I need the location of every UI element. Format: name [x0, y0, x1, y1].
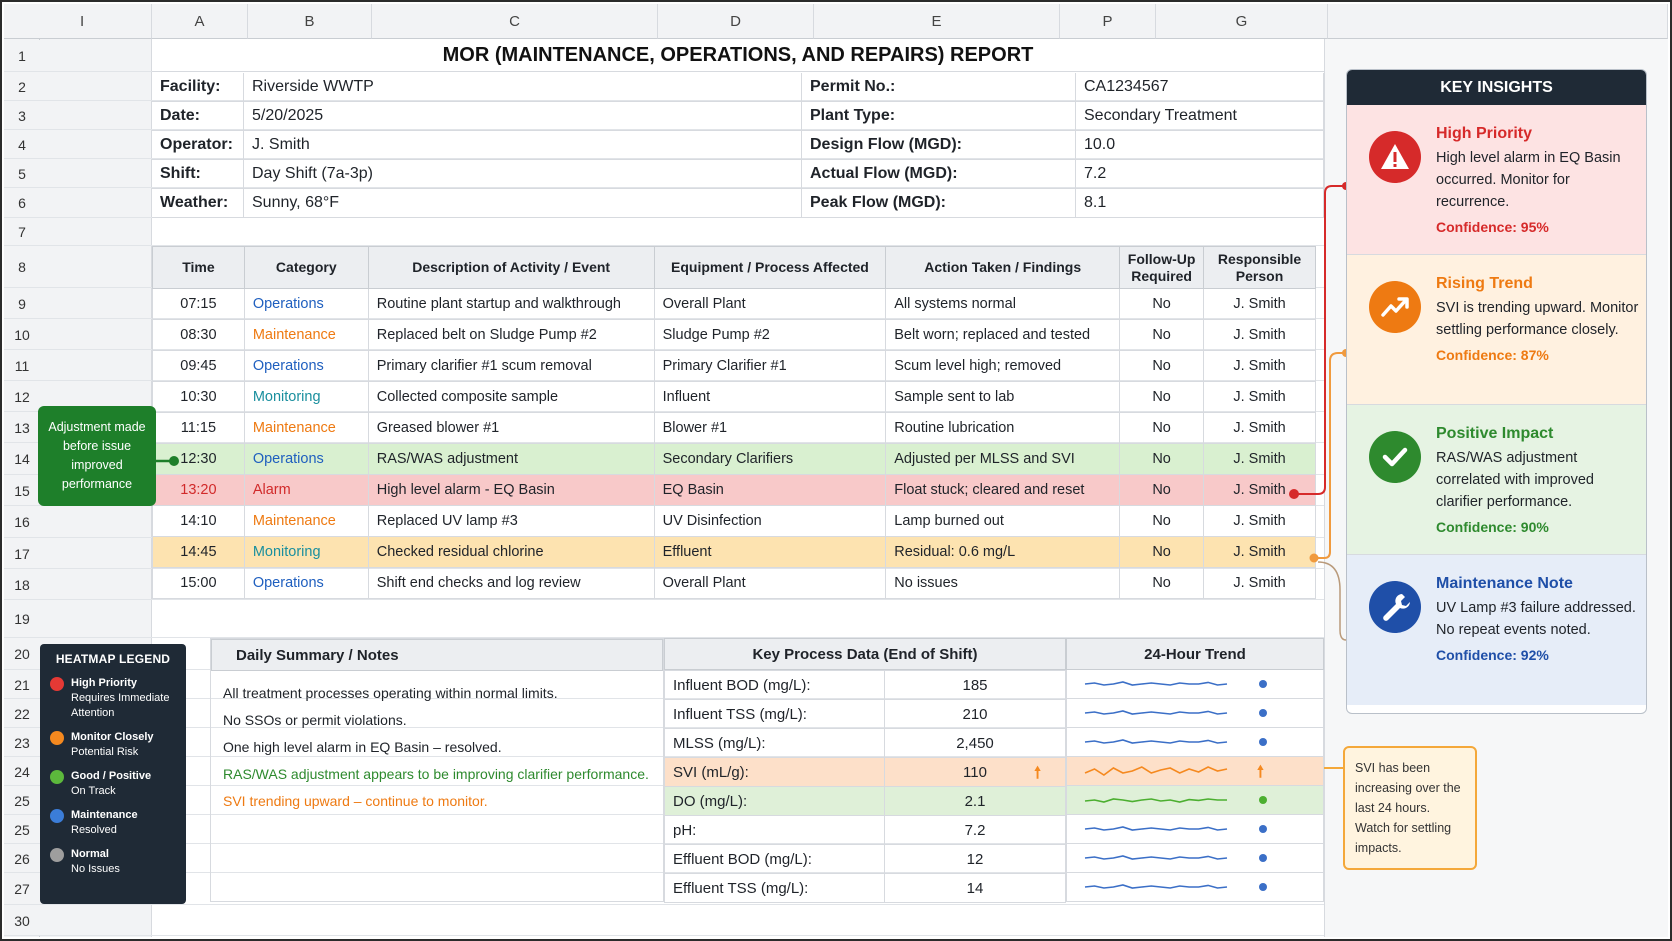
- log-category[interactable]: Monitoring: [244, 382, 368, 413]
- report-title: MOR (MAINTENANCE, OPERATIONS, AND REPAIRS) REPORT: [152, 40, 1324, 72]
- log-category[interactable]: Maintenance: [244, 506, 368, 537]
- insight-confidence: Confidence: 87%: [1436, 347, 1549, 363]
- log-person[interactable]: J. Smith: [1204, 351, 1316, 382]
- legend-item: [50, 769, 176, 799]
- trend-status-dot: [1259, 825, 1267, 833]
- log-follow-up[interactable]: No: [1120, 537, 1204, 568]
- log-category[interactable]: Alarm: [244, 475, 368, 506]
- column-header[interactable]: B: [248, 4, 372, 39]
- process-param-name: SVI (mL/g):: [665, 758, 885, 787]
- log-equipment[interactable]: Sludge Pump #2: [654, 320, 886, 351]
- chlorine-connector: [1318, 353, 1346, 558]
- log-column-header[interactable]: Follow-Up Required: [1120, 247, 1204, 289]
- log-follow-up[interactable]: No: [1120, 506, 1204, 537]
- legend-text: [71, 730, 154, 760]
- adjustment-connector-dot: [169, 456, 179, 466]
- sparkline-chart: [1067, 728, 1323, 756]
- insight-card[interactable]: [1347, 255, 1646, 405]
- sparkline: [1085, 682, 1227, 685]
- log-follow-up[interactable]: No: [1120, 475, 1204, 506]
- row-header[interactable]: 7: [4, 218, 40, 246]
- log-description[interactable]: Replaced UV lamp #3: [368, 506, 654, 537]
- process-data-row[interactable]: [665, 700, 1066, 729]
- process-data-row[interactable]: [665, 671, 1066, 700]
- log-time[interactable]: 09:45: [153, 351, 245, 382]
- row-header[interactable]: 13: [4, 412, 40, 443]
- sparkline-chart: [1067, 786, 1323, 814]
- summary-line[interactable]: All treatment processes operating within normal limits.: [223, 684, 558, 701]
- log-column-header[interactable]: Equipment / Process Affected: [654, 247, 886, 289]
- process-param-name: pH:: [665, 816, 885, 845]
- info-label[interactable]: Shift:: [152, 160, 244, 189]
- log-action[interactable]: Routine lubrication: [886, 413, 1120, 444]
- insight-card[interactable]: [1347, 105, 1646, 255]
- process-param-cell[interactable]: [885, 874, 1066, 903]
- trend-status-dot: [1259, 854, 1267, 862]
- row-header[interactable]: 1: [4, 40, 40, 72]
- log-time[interactable]: 10:30: [153, 382, 245, 413]
- row-header[interactable]: 27: [4, 873, 40, 905]
- insight-text: [1436, 275, 1641, 363]
- log-action[interactable]: No issues: [886, 568, 1120, 599]
- log-equipment[interactable]: Overall Plant: [654, 568, 886, 599]
- insight-text: [1436, 575, 1641, 663]
- info-label[interactable]: Plant Type:: [802, 102, 1076, 131]
- legend-dot-icon: [50, 677, 64, 691]
- info-label[interactable]: Permit No.:: [802, 73, 1076, 102]
- legend-dot-icon: [50, 848, 64, 862]
- legend-text: [71, 769, 151, 799]
- trend-row[interactable]: [1066, 786, 1324, 815]
- process-param-name: Effluent TSS (mg/L):: [665, 874, 885, 903]
- insight-body: SVI is trending upward. Monitor settling performance closely.: [1436, 300, 1639, 338]
- log-follow-up[interactable]: No: [1120, 568, 1204, 599]
- log-follow-up[interactable]: No: [1120, 413, 1204, 444]
- insight-title: Rising Trend: [1436, 275, 1533, 292]
- row-header[interactable]: 16: [4, 506, 40, 538]
- insight-title: High Priority: [1436, 125, 1533, 142]
- summary-line[interactable]: RAS/WAS adjustment appears to be improving clarifier performance.: [223, 765, 649, 782]
- row-header[interactable]: 10: [4, 319, 40, 350]
- trend-status-dot: [1259, 796, 1267, 804]
- trend-status-dot: [1259, 883, 1267, 891]
- row-header[interactable]: 25: [4, 786, 40, 815]
- process-param-name: Effluent BOD (mg/L):: [665, 845, 885, 874]
- row-header[interactable]: 4: [4, 130, 40, 159]
- log-time[interactable]: 15:00: [153, 568, 245, 599]
- log-column-header[interactable]: Action Taken / Findings: [886, 247, 1120, 289]
- legend-name: Maintenance: [71, 809, 138, 821]
- info-value[interactable]: Secondary Treatment: [1076, 102, 1324, 131]
- log-time[interactable]: 08:30: [153, 320, 245, 351]
- column-header[interactable]: D: [658, 4, 814, 39]
- log-column-header[interactable]: Description of Activity / Event: [368, 247, 654, 289]
- legend-text: [71, 847, 120, 877]
- trend-up-icon: [1369, 281, 1421, 333]
- row-header[interactable]: 12: [4, 381, 40, 412]
- process-data-row[interactable]: [665, 729, 1066, 758]
- log-description[interactable]: High level alarm - EQ Basin: [368, 475, 654, 506]
- sparkline: [1085, 856, 1227, 859]
- insight-text: [1436, 425, 1641, 535]
- row-header[interactable]: 2: [4, 72, 40, 101]
- log-action[interactable]: Sample sent to lab: [886, 382, 1120, 413]
- insight-card[interactable]: [1347, 405, 1646, 555]
- process-param-cell[interactable]: [885, 845, 1066, 874]
- log-description[interactable]: Replaced belt on Sludge Pump #2: [368, 320, 654, 351]
- row-header[interactable]: 17: [4, 538, 40, 569]
- process-param-name: Influent TSS (mg/L):: [665, 700, 885, 729]
- log-person[interactable]: J. Smith: [1204, 320, 1316, 351]
- log-time[interactable]: 14:45: [153, 537, 245, 568]
- trend-row[interactable]: [1066, 670, 1324, 699]
- log-category[interactable]: Operations: [244, 444, 368, 475]
- process-data-row[interactable]: [665, 816, 1066, 845]
- process-data-row[interactable]: [665, 758, 1066, 787]
- legend-item: [50, 676, 176, 721]
- legend-item: [50, 847, 176, 877]
- legend-name: Good / Positive: [71, 770, 152, 782]
- trend-status-dot: [1259, 709, 1267, 717]
- info-value[interactable]: 5/20/2025: [244, 102, 802, 131]
- info-label[interactable]: Facility:: [152, 73, 244, 102]
- legend-name: Normal: [71, 848, 109, 860]
- insight-confidence: Confidence: 90%: [1436, 519, 1549, 535]
- log-action[interactable]: All systems normal: [886, 289, 1120, 320]
- sparkline: [1085, 799, 1227, 802]
- trend-row[interactable]: [1066, 757, 1324, 786]
- process-param-name: Influent BOD (mg/L):: [665, 671, 885, 700]
- insights-title: KEY INSIGHTS: [1347, 70, 1646, 105]
- log-description[interactable]: Primary clarifier #1 scum removal: [368, 351, 654, 382]
- summary-line[interactable]: SVI trending upward – continue to monitor.: [223, 792, 488, 809]
- log-category[interactable]: Operations: [244, 289, 368, 320]
- info-value[interactable]: Riverside WWTP: [244, 73, 802, 102]
- log-equipment[interactable]: Secondary Clarifiers: [654, 444, 886, 475]
- process-param-name: MLSS (mg/L):: [665, 729, 885, 758]
- log-category[interactable]: Monitoring: [244, 537, 368, 568]
- process-data-row[interactable]: [665, 845, 1066, 874]
- info-label[interactable]: Design Flow (MGD):: [802, 131, 1076, 160]
- sparkline-chart: [1067, 670, 1323, 698]
- log-person[interactable]: J. Smith: [1204, 475, 1316, 506]
- sparkline-chart: [1067, 873, 1323, 901]
- row-header[interactable]: 9: [4, 288, 40, 319]
- row-header[interactable]: 30: [4, 905, 40, 936]
- process-param-value: 210: [962, 705, 988, 723]
- alarm-connector-dot: [1289, 489, 1299, 499]
- log-category[interactable]: Maintenance: [244, 320, 368, 351]
- process-param-value: 14: [966, 879, 984, 897]
- info-label[interactable]: Operator:: [152, 131, 244, 160]
- info-label[interactable]: Date:: [152, 102, 244, 131]
- log-equipment[interactable]: Primary Clarifier #1: [654, 351, 886, 382]
- row-header[interactable]: 6: [4, 188, 40, 218]
- log-person[interactable]: J. Smith: [1204, 382, 1316, 413]
- info-value[interactable]: Day Shift (7a-3p): [244, 160, 802, 189]
- trend-row[interactable]: [1066, 728, 1324, 757]
- row-header[interactable]: 21: [4, 670, 40, 699]
- info-label[interactable]: Weather:: [152, 189, 244, 218]
- sparkline: [1085, 885, 1227, 888]
- log-equipment[interactable]: Overall Plant: [654, 289, 886, 320]
- adjustment-callout: Adjustment made before issue improved performance: [38, 406, 156, 506]
- log-column-header[interactable]: Category: [244, 247, 368, 289]
- legend-desc: Potential Risk: [71, 746, 139, 758]
- summary-title: Daily Summary / Notes: [211, 639, 663, 671]
- log-equipment[interactable]: Blower #1: [654, 413, 886, 444]
- log-description[interactable]: RAS/WAS adjustment: [368, 444, 654, 475]
- insight-body: UV Lamp #3 failure addressed. No repeat events noted.: [1436, 600, 1636, 638]
- heatmap-legend: [40, 644, 186, 904]
- process-data-row[interactable]: [665, 874, 1066, 903]
- warning-icon: [1369, 131, 1421, 183]
- row-header[interactable]: 25: [4, 815, 40, 844]
- info-value[interactable]: Sunny, 68°F: [244, 189, 802, 218]
- log-time[interactable]: 14:10: [153, 506, 245, 537]
- summary-line[interactable]: No SSOs or permit violations.: [223, 711, 407, 728]
- log-time[interactable]: 12:30: [153, 444, 245, 475]
- daily-summary: [210, 638, 664, 902]
- log-person[interactable]: J. Smith: [1204, 568, 1316, 599]
- log-category[interactable]: Operations: [244, 568, 368, 599]
- row-header[interactable]: 23: [4, 728, 40, 757]
- log-action[interactable]: Adjusted per MLSS and SVI: [886, 444, 1120, 475]
- log-action[interactable]: Residual: 0.6 mg/L: [886, 537, 1120, 568]
- insight-card[interactable]: [1347, 555, 1646, 705]
- log-equipment[interactable]: Effluent: [654, 537, 886, 568]
- log-description[interactable]: Checked residual chlorine: [368, 537, 654, 568]
- row-header[interactable]: 26: [4, 844, 40, 873]
- process-param-value: 185: [962, 676, 988, 694]
- row-header[interactable]: 15: [4, 475, 40, 506]
- row-header[interactable]: 5: [4, 159, 40, 188]
- legend-item: [50, 808, 176, 838]
- sparkline: [1085, 740, 1227, 743]
- sparkline-chart: [1067, 844, 1323, 872]
- summary-line[interactable]: One high level alarm in EQ Basin – resolved.: [223, 738, 502, 755]
- legend-dot-icon: [50, 770, 64, 784]
- log-action[interactable]: Belt worn; replaced and tested: [886, 320, 1120, 351]
- sparkline: [1085, 827, 1227, 830]
- process-param-value: 2,450: [956, 734, 994, 752]
- log-description[interactable]: Routine plant startup and walkthrough: [368, 289, 654, 320]
- chlorine-connector-dot: [1310, 554, 1319, 563]
- process-param-cell[interactable]: [885, 816, 1066, 845]
- info-label[interactable]: Peak Flow (MGD):: [802, 189, 1076, 218]
- sparkline: [1085, 767, 1227, 775]
- column-header[interactable]: A: [152, 4, 248, 39]
- wrench-icon: [1369, 581, 1421, 633]
- info-value[interactable]: 8.1: [1076, 189, 1324, 218]
- log-follow-up[interactable]: No: [1120, 320, 1204, 351]
- process-param-value: 2.1: [964, 792, 986, 810]
- insight-body: RAS/WAS adjustment correlated with improved clarifier performance.: [1436, 450, 1594, 510]
- trend-row[interactable]: [1066, 699, 1324, 728]
- column-header[interactable]: G: [1156, 4, 1328, 39]
- info-value[interactable]: 10.0: [1076, 131, 1324, 160]
- insight-confidence: Confidence: 95%: [1436, 219, 1549, 235]
- legend-title: HEATMAP LEGEND: [55, 652, 171, 666]
- process-data-title: Key Process Data (End of Shift): [664, 638, 1066, 670]
- log-person[interactable]: J. Smith: [1204, 413, 1316, 444]
- row-header[interactable]: 3: [4, 101, 40, 130]
- log-action[interactable]: Float stuck; cleared and reset: [886, 475, 1120, 506]
- log-person[interactable]: J. Smith: [1204, 506, 1316, 537]
- row-header[interactable]: 19: [4, 600, 40, 638]
- log-equipment[interactable]: UV Disinfection: [654, 506, 886, 537]
- process-data-row[interactable]: [665, 787, 1066, 816]
- legend-desc: Requires Immediate Attention: [71, 692, 170, 719]
- legend-desc: On Track: [71, 785, 116, 797]
- log-person[interactable]: J. Smith: [1204, 444, 1316, 475]
- log-action[interactable]: Lamp burned out: [886, 506, 1120, 537]
- info-label[interactable]: Actual Flow (MGD):: [802, 160, 1076, 189]
- trend-row[interactable]: [1066, 873, 1324, 902]
- process-param-cell[interactable]: [885, 758, 1066, 787]
- process-param-value: 7.2: [964, 821, 986, 839]
- legend-text: [71, 808, 138, 838]
- log-time[interactable]: 11:15: [153, 413, 245, 444]
- log-person[interactable]: J. Smith: [1204, 537, 1316, 568]
- log-follow-up[interactable]: No: [1120, 289, 1204, 320]
- process-param-cell[interactable]: [885, 671, 1066, 700]
- row-header[interactable]: 11: [4, 350, 40, 381]
- log-column-header[interactable]: Responsible Person: [1204, 247, 1316, 289]
- legend-desc: Resolved: [71, 824, 117, 836]
- log-description[interactable]: Collected composite sample: [368, 382, 654, 413]
- legend-desc: No Issues: [71, 863, 120, 875]
- log-follow-up[interactable]: No: [1120, 382, 1204, 413]
- trend-status-dot: [1259, 680, 1267, 688]
- column-header[interactable]: P: [1060, 4, 1156, 39]
- insight-title: Maintenance Note: [1436, 575, 1573, 592]
- info-value[interactable]: 7.2: [1076, 160, 1324, 189]
- trend-column: [1066, 638, 1324, 902]
- process-param-value: 110: [963, 763, 987, 781]
- info-value[interactable]: CA1234567: [1076, 73, 1324, 102]
- legend-name: Monitor Closely: [71, 731, 154, 743]
- log-category[interactable]: Maintenance: [244, 413, 368, 444]
- insight-confidence: Confidence: 92%: [1436, 647, 1549, 663]
- column-header[interactable]: C: [372, 4, 658, 39]
- trend-row[interactable]: [1066, 844, 1324, 873]
- trend-up-arrow-icon: 🠕: [1257, 762, 1264, 781]
- row-header[interactable]: 20: [4, 638, 40, 670]
- legend-name: High Priority: [71, 677, 138, 689]
- log-description[interactable]: Greased blower #1: [368, 413, 654, 444]
- sparkline: [1085, 711, 1227, 714]
- arrow-up-icon: 🠕: [1034, 763, 1041, 782]
- check-icon: [1369, 431, 1421, 483]
- legend-dot-icon: [50, 809, 64, 823]
- legend-dot-icon: [50, 731, 64, 745]
- legend-item: [50, 730, 176, 760]
- key-process-data: [664, 638, 1066, 903]
- log-description[interactable]: Shift end checks and log review: [368, 568, 654, 599]
- process-param-cell[interactable]: [885, 700, 1066, 729]
- row-header[interactable]: 8: [4, 246, 40, 288]
- key-insights-panel: [1346, 69, 1647, 714]
- column-header-label: I: [80, 12, 85, 30]
- trend-row[interactable]: [1066, 815, 1324, 844]
- maintenance-connector: [1318, 562, 1346, 640]
- svi-callout: SVI has been increasing over the last 24 hours. Watch for settling impacts.: [1343, 746, 1477, 870]
- insight-title: Positive Impact: [1436, 425, 1554, 442]
- process-param-value: 12: [966, 850, 984, 868]
- log-follow-up[interactable]: No: [1120, 351, 1204, 382]
- log-column-header[interactable]: Time: [153, 247, 245, 289]
- legend-text: [71, 676, 176, 721]
- log-equipment[interactable]: Influent: [654, 382, 886, 413]
- process-param-cell[interactable]: [885, 787, 1066, 816]
- process-data-table: [664, 670, 1066, 903]
- insight-text: [1436, 125, 1641, 235]
- insight-body: High level alarm in EQ Basin occurred. Monitor for recurrence.: [1436, 150, 1621, 210]
- log-category[interactable]: Operations: [244, 351, 368, 382]
- row-header[interactable]: 14: [4, 443, 40, 475]
- trend-status-dot: [1259, 738, 1267, 746]
- row-header[interactable]: 22: [4, 699, 40, 728]
- row-header[interactable]: 24: [4, 757, 40, 786]
- info-value[interactable]: J. Smith: [244, 131, 802, 160]
- log-time[interactable]: 13:20: [153, 475, 245, 506]
- sparkline-chart: [1067, 815, 1323, 843]
- column-header[interactable]: E: [814, 4, 1060, 39]
- log-equipment[interactable]: EQ Basin: [654, 475, 886, 506]
- sparkline-chart: [1067, 757, 1323, 785]
- row-header[interactable]: 18: [4, 569, 40, 600]
- process-param-cell[interactable]: [885, 729, 1066, 758]
- trend-title: 24-Hour Trend: [1066, 638, 1324, 670]
- log-follow-up[interactable]: No: [1120, 444, 1204, 475]
- alarm-connector: [1294, 186, 1346, 494]
- log-person[interactable]: J. Smith: [1204, 289, 1316, 320]
- log-time[interactable]: 07:15: [153, 289, 245, 320]
- sparkline-chart: [1067, 699, 1323, 727]
- log-action[interactable]: Scum level high; removed: [886, 351, 1120, 382]
- process-param-name: DO (mg/L):: [665, 787, 885, 816]
